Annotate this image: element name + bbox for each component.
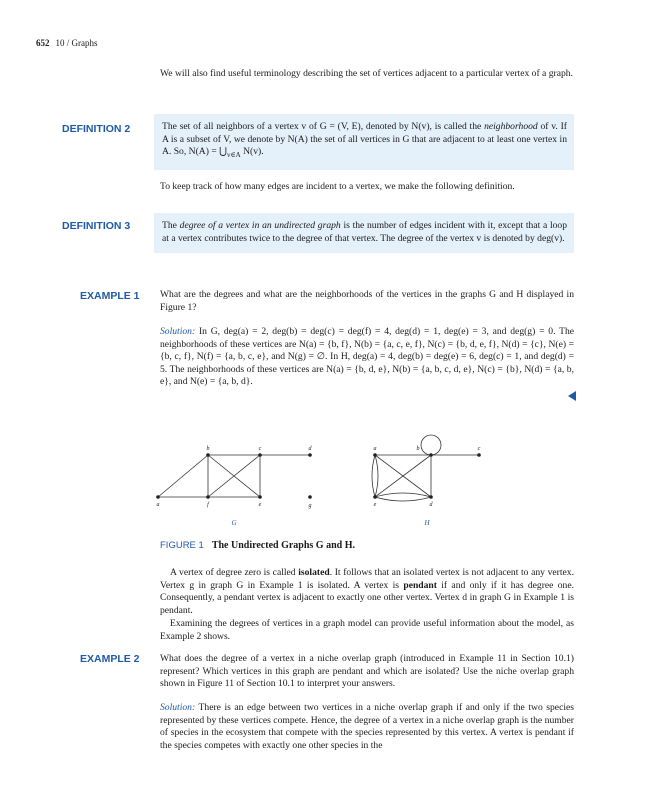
h-label-d: d — [429, 502, 433, 508]
g-label-f: f — [207, 502, 209, 508]
solution-label-2: Solution: — [160, 702, 196, 713]
g-label-g: g — [308, 503, 312, 509]
example-1-solution: Solution: In G, deg(a) = 2, deg(b) = deg(c) = deg(f) = 4, deg(d) = 1, deg(e) = 3, and deg(g) = 0. The neighborhoods of these vertices are N(a) = {b, f}, N(b) = {a, c, e, f}, N(c) = {b, d, e, f}, N(d) = {c}, N(e) = {b, c, f}, N(f) = {a, b, c, e}, and N(g) = ∅. In H, deg(a) = 4, deg(b) = deg(e) = 6, deg(c) = 1, and deg(d) = 5. The neighborhoods of these vertices are N(a) = {b, d, e}, N(b) = {a, b, c, d, e}, N(c) = {b}, N(d) = {a, b, e}, and N(e) = {a, b, d}. — [160, 326, 574, 388]
definition-2-box — [154, 114, 574, 170]
running-header — [36, 38, 98, 48]
definition-2-label: DEFINITION 2 — [62, 123, 131, 135]
figure-1-graphs — [140, 446, 510, 533]
graph-name-h: H — [424, 519, 430, 527]
graph-name-g: G — [231, 519, 237, 527]
page-number: 652 — [36, 38, 50, 48]
definition-3-text: The degree of a vertex in an undirected graph is the number of edges incident with it, except that a loop at a vertex contributes twice to the degree of that vertex. The degree of the vertex v is denoted by deg(v). — [162, 220, 567, 244]
h-label-b: b — [416, 446, 420, 452]
h-label-c: c — [477, 446, 481, 452]
definition-3-label: DEFINITION 3 — [62, 220, 131, 232]
figure-number: FIGURE 1 — [160, 540, 204, 551]
solution-label: Solution: — [160, 326, 196, 337]
end-of-example-marker — [568, 391, 576, 401]
intro-paragraph: We will also find useful terminology describing the set of vertices adjacent to a particular vertex of a graph. — [160, 68, 573, 79]
degrees-paragraph: Examining the degrees of vertices in a graph model can provide useful information about the model, as Example 2 shows. — [160, 618, 574, 642]
g-label-c: c — [258, 446, 262, 452]
isolated-pendant-paragraph: A vertex of degree zero is called isolated. It follows that an isolated vertex is not adjacent to any vertex. Vertex g in graph G in Example 1 is isolated. A vertex is pendant if and only if it has degree one. Consequently, a pendant vertex is adjacent to exactly one other vertex. Vertex d in graph G in Example 1 is pendant. — [160, 567, 575, 616]
term-isolated: isolated — [298, 567, 330, 578]
example-1-question: What are the degrees and what are the neighborhoods of the vertices in the graphs G and H displayed in Figure 1? — [160, 289, 574, 313]
chapter-title: 10 / Graphs — [55, 38, 98, 48]
example-2-solution: Solution: There is an edge between two vertices in a niche overlap graph if and only if the two species represented by these vertices compete. Hence, the degree of a vertex in a niche overlap graph is the number of species in the ecosystem that compete with the species represented by this vertex. A vertex is pendant if the species competes with exactly one other species in the — [160, 702, 574, 751]
figure-caption — [160, 540, 355, 551]
definition-2-term: neighborhood — [484, 121, 538, 132]
g-label-d: d — [308, 446, 312, 452]
definition-3-box — [154, 213, 574, 253]
g-label-a: a — [156, 502, 160, 508]
g-label-e: e — [258, 502, 262, 508]
example-2-label: EXAMPLE 2 — [80, 653, 140, 665]
definition-3-term: degree of a vertex in an undirected graph — [179, 220, 341, 231]
h-label-e: e — [373, 502, 377, 508]
definition-2-text: The set of all neighbors of a vertex v of G = (V, E), denoted by N(v), is called the neighborhood of v. If A is a subset of V, we denote by N(A) the set of all vertices in G that are adjacent to at least one vertex in A. So, $N(A) = ⋃_{v\in A}$ N(v). — [162, 121, 567, 160]
example-1-label: EXAMPLE 1 — [80, 290, 140, 302]
figure-title: The Undirected Graphs G and H. — [211, 540, 355, 551]
example-2-question: What does the degree of a vertex in a niche overlap graph (introduced in Example 11 in Section 10.1) represent? Which vertices in this graph are pendant and which are isolated? Use the niche overlap graph shown in Figure 11 of Section 10.1 to interpret your answers. — [160, 653, 574, 690]
term-pendant: pendant — [403, 579, 437, 591]
transition-paragraph: To keep track of how many edges are incident to a vertex, we make the following definition. — [160, 181, 515, 192]
h-label-a: a — [373, 446, 377, 452]
g-label-b: b — [206, 446, 210, 452]
